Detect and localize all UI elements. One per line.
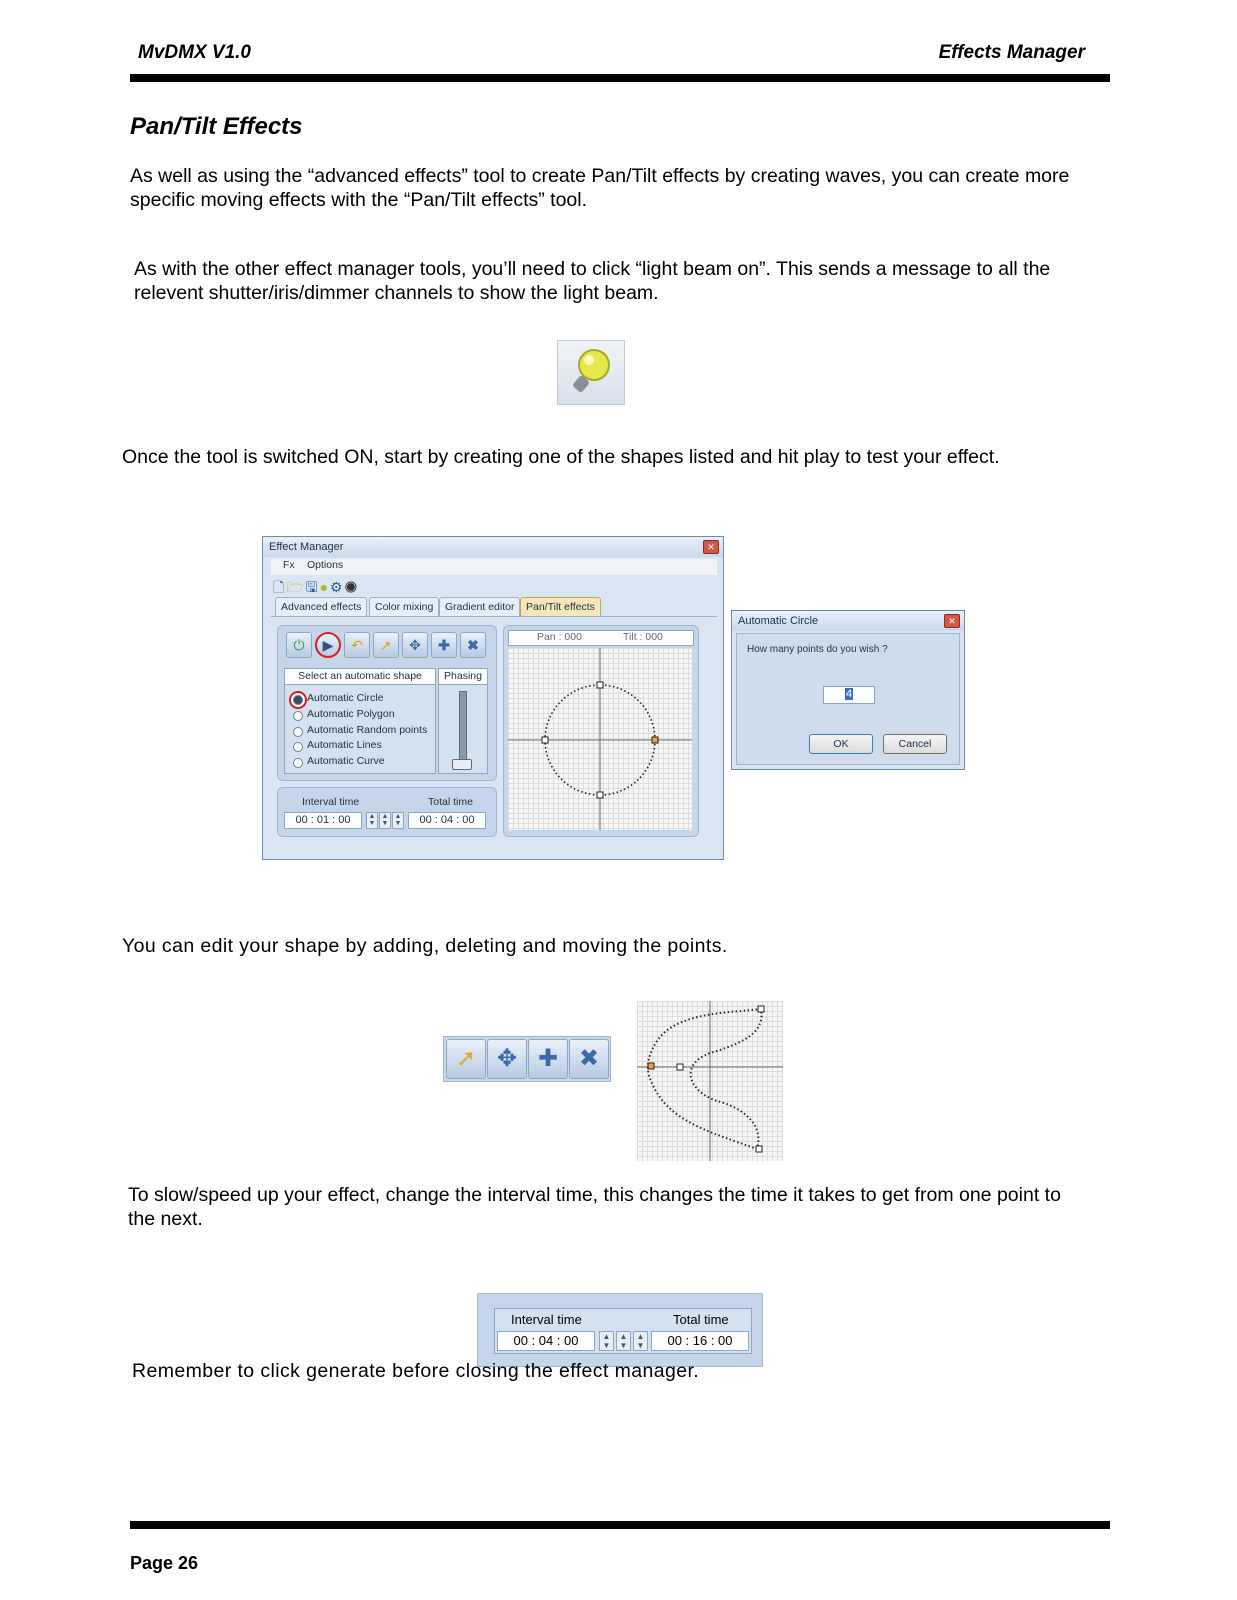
select-arrow-icon[interactable]: ➚ bbox=[373, 632, 399, 658]
close-icon[interactable]: ✕ bbox=[703, 540, 719, 554]
radio-selected[interactable] bbox=[293, 695, 303, 705]
select-shape-label: Select an automatic shape bbox=[285, 669, 435, 685]
footer-rule bbox=[130, 1521, 1110, 1529]
spinner[interactable]: ▲ ▼ bbox=[616, 1331, 631, 1351]
paragraph-1: As well as using the “advanced effects” tool to create Pan/Tilt effects by creating waves, you can create more specific moving effects with the “Pan/Tilt effects” tool. bbox=[130, 165, 1070, 211]
header-left: MvDMX V1.0 bbox=[138, 42, 251, 63]
cancel-button[interactable]: Cancel bbox=[883, 734, 947, 754]
close-icon[interactable]: ✕ bbox=[944, 614, 960, 628]
select-arrow-icon[interactable]: ➚ bbox=[446, 1039, 486, 1079]
tab-color-mixing[interactable]: Color mixing bbox=[369, 597, 439, 616]
total-time-label: Total time bbox=[428, 796, 473, 808]
interval-time-label: Interval time bbox=[302, 796, 360, 808]
interval-time-panel bbox=[477, 1293, 763, 1367]
move-icon[interactable]: ✥ bbox=[487, 1039, 527, 1079]
shape-option[interactable]: Automatic Lines bbox=[307, 739, 382, 751]
undo-icon[interactable]: ↶ bbox=[344, 632, 370, 658]
menu-bar bbox=[271, 559, 717, 575]
pan-tilt-grid[interactable] bbox=[508, 648, 692, 830]
effect-manager-titlebar bbox=[263, 537, 723, 557]
shape-option[interactable]: Automatic Random points bbox=[307, 724, 428, 736]
radio[interactable] bbox=[293, 758, 303, 768]
edited-shape-grid bbox=[637, 1001, 783, 1161]
radio[interactable] bbox=[293, 711, 303, 721]
menu-fx[interactable]: Fx bbox=[283, 559, 295, 571]
pan-tilt-readout bbox=[508, 630, 694, 646]
phasing-box bbox=[438, 668, 488, 774]
ok-button[interactable]: OK bbox=[809, 734, 873, 754]
tilt-readout: Tilt : 000 bbox=[623, 631, 663, 643]
header-right: Effects Manager bbox=[938, 42, 1085, 63]
interval-box bbox=[494, 1308, 752, 1354]
phasing-slider-track bbox=[459, 691, 467, 765]
play-icon[interactable]: ▶ bbox=[315, 632, 341, 658]
spinner[interactable]: ▲ ▼ bbox=[366, 812, 378, 829]
radio[interactable] bbox=[293, 727, 303, 737]
gear-icon[interactable]: ⚙ bbox=[330, 579, 345, 595]
points-input[interactable] bbox=[823, 686, 875, 704]
pan-tilt-panel bbox=[503, 625, 699, 837]
new-file-icon[interactable]: 🗋 bbox=[273, 579, 287, 595]
tab-advanced-effects[interactable]: Advanced effects bbox=[275, 597, 367, 616]
header-rule bbox=[130, 74, 1110, 82]
tab-strip bbox=[271, 597, 717, 617]
section-title: Pan/Tilt Effects bbox=[130, 113, 303, 140]
spinner[interactable]: ▲ ▼ bbox=[392, 812, 404, 829]
shape-option[interactable]: Automatic Curve bbox=[307, 755, 385, 767]
effect-manager-title: Effect Manager bbox=[269, 541, 344, 553]
pan-readout: Pan : 000 bbox=[537, 631, 582, 643]
paragraph-5: To slow/speed up your effect, change the interval time, this changes the time it takes to get from one point to the next. bbox=[128, 1184, 1061, 1230]
paragraph-3: Once the tool is switched ON, start by creating one of the shapes listed and hit play to test your effect. bbox=[122, 446, 1000, 468]
light-bulb-icon[interactable]: ● bbox=[319, 579, 331, 595]
interval-time-label: Interval time bbox=[511, 1312, 582, 1327]
delete-icon[interactable]: ✖ bbox=[569, 1039, 609, 1079]
total-time-field: 00 : 16 : 00 bbox=[651, 1331, 749, 1351]
tab-gradient-editor[interactable]: Gradient editor bbox=[439, 597, 520, 616]
phasing-label: Phasing bbox=[439, 669, 487, 685]
paragraph-6: Remember to click generate before closing the effect manager. bbox=[132, 1360, 700, 1382]
interval-time-field[interactable]: 00 : 04 : 00 bbox=[497, 1331, 595, 1351]
phasing-slider-thumb[interactable] bbox=[452, 759, 472, 770]
move-icon[interactable]: ✥ bbox=[402, 632, 428, 658]
dialog-titlebar bbox=[732, 611, 964, 631]
page-number: Page 26 bbox=[130, 1553, 199, 1573]
edit-tools-strip bbox=[443, 1036, 611, 1082]
add-icon[interactable]: ✚ bbox=[431, 632, 457, 658]
time-panel bbox=[277, 787, 497, 837]
delete-icon[interactable]: ✖ bbox=[460, 632, 486, 658]
save-icon[interactable]: 🖫 bbox=[305, 579, 320, 595]
shape-option[interactable]: Automatic Circle bbox=[307, 692, 384, 704]
points-value: 4 bbox=[845, 688, 853, 700]
effect-manager-window bbox=[262, 536, 724, 860]
dialog-body bbox=[736, 633, 960, 765]
radio[interactable] bbox=[293, 742, 303, 752]
add-icon[interactable]: ✚ bbox=[528, 1039, 568, 1079]
spinner[interactable]: ▲ ▼ bbox=[633, 1331, 648, 1351]
open-folder-icon[interactable]: 🗁 bbox=[286, 579, 306, 595]
shape-option[interactable]: Automatic Polygon bbox=[307, 708, 395, 720]
eye-icon[interactable]: ◉ bbox=[344, 579, 360, 595]
light-bulb-icon bbox=[557, 340, 625, 405]
paragraph-4: You can edit your shape by adding, deleting and moving the points. bbox=[122, 935, 728, 957]
shape-panel bbox=[277, 625, 497, 781]
paragraph-2: As with the other effect manager tools, you’ll need to click “light beam on”. This sends a message to all the relevent shutter/iris/dimmer channels to show the light beam. bbox=[134, 258, 1051, 304]
total-time-label: Total time bbox=[673, 1312, 729, 1327]
shape-list-box bbox=[284, 668, 436, 774]
interval-time-field[interactable]: 00 : 01 : 00 bbox=[284, 812, 362, 829]
total-time-field: 00 : 04 : 00 bbox=[408, 812, 486, 829]
dialog-question: How many points do you wish ? bbox=[747, 644, 888, 655]
automatic-circle-dialog bbox=[731, 610, 965, 770]
tab-pan-tilt-effects[interactable]: Pan/Tilt effects bbox=[520, 597, 601, 616]
power-icon[interactable]: ⏻ bbox=[286, 632, 312, 658]
menu-options[interactable]: Options bbox=[307, 559, 344, 571]
dialog-title: Automatic Circle bbox=[738, 615, 819, 627]
main-toolbar bbox=[273, 577, 413, 595]
spinner[interactable]: ▲ ▼ bbox=[599, 1331, 614, 1351]
spinner[interactable]: ▲ ▼ bbox=[379, 812, 391, 829]
